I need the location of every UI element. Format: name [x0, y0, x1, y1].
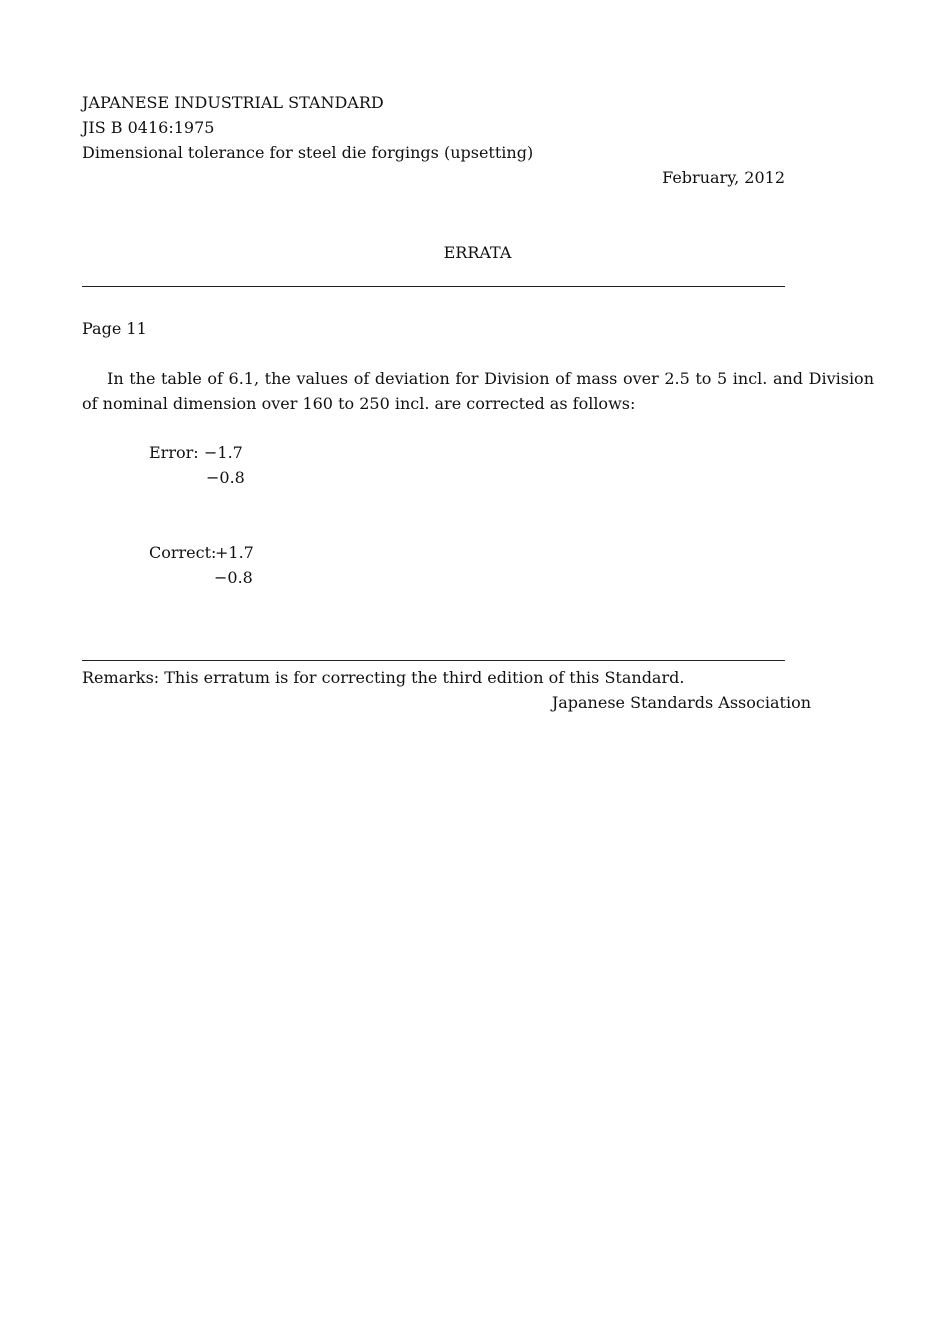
header-title: Dimensional tolerance for steel die forgings (upsetting): [82, 143, 534, 162]
header-org: JAPANESE INDUSTRIAL STANDARD: [82, 93, 384, 112]
publisher-name: Japanese Standards Association: [551, 693, 811, 712]
header-date: February, 2012: [662, 168, 785, 187]
header-standard-id: JIS B 0416:1975: [82, 118, 215, 137]
body-paragraph: In the table of 6.1, the values of deviation for Division of mass over 2.5 to 5 incl. and Division of nominal dimension over 160 to 250 incl. are corrected as follows:: [82, 369, 874, 413]
correct-upper-value: +1.7: [215, 543, 254, 562]
bottom-divider: [82, 660, 785, 661]
error-lower-value: −0.8: [206, 468, 245, 487]
correct-label: Correct:: [149, 543, 217, 562]
error-label: Error:: [149, 443, 199, 462]
errata-heading: ERRATA: [443, 243, 512, 262]
page-reference: Page 11: [82, 319, 147, 338]
remarks-text: Remarks: This erratum is for correcting the third edition of this Standard.: [82, 668, 685, 687]
error-upper-value: −1.7: [204, 443, 243, 462]
correct-lower-value: −0.8: [214, 568, 253, 587]
top-divider: [82, 286, 785, 287]
